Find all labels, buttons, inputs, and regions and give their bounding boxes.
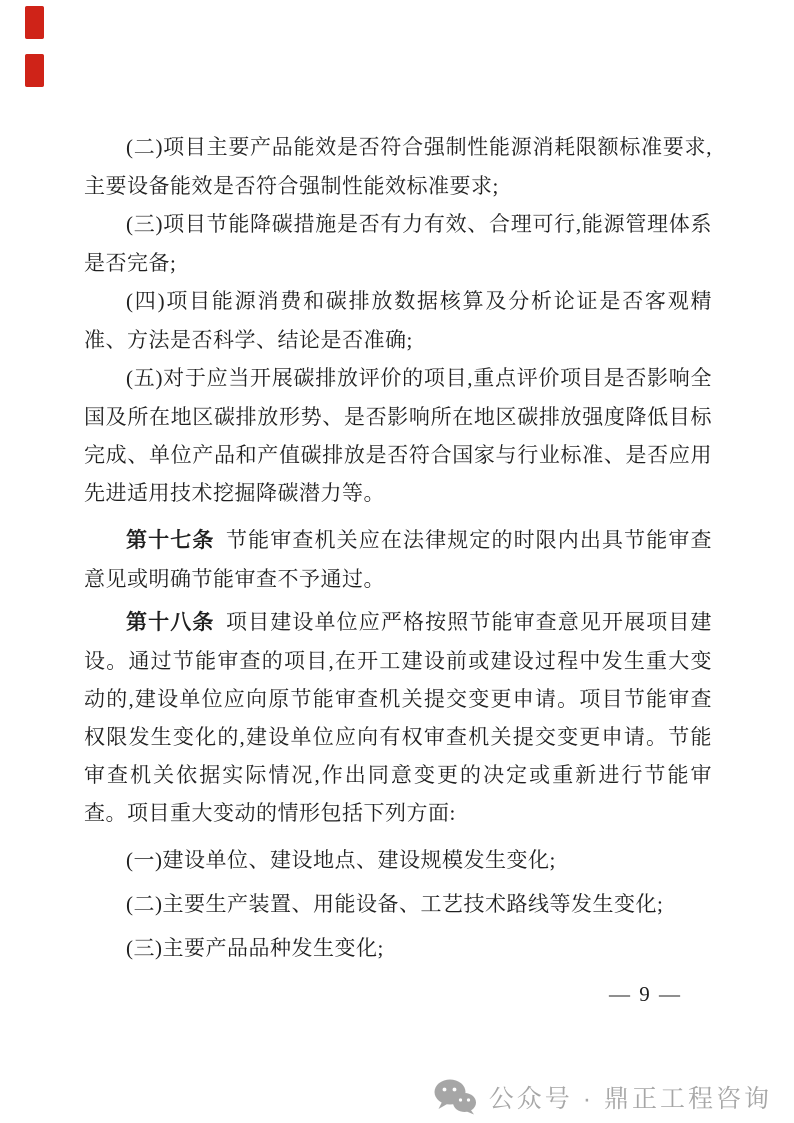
doc-paragraph-item-2b [84,885,712,924]
paragraph-text: (二)项目主要产品能效是否符合强制性能源消耗限额标准要求,主要设备能效是否符合强制性能效标准要求; [84,135,712,198]
article-number-bold: 第十八条 [126,611,215,634]
paragraph-text: 项目建设单位应严格按照节能审查意见开展项目建设。通过节能审查的项目,在开工建设前或建设过程中发生重大变动的,建设单位应向原节能审查机关提交变更申请。项目节能审查权限发生变化的,建设单位应向有权审查机关提交变更申请。节能审查机关依据实际情况,作出同意变更的决定或重新进行节能审查。项目重大变动的情形包括下列方面: [84,610,713,825]
paragraph-text: (三)项目节能降碳措施是否有力有效、合理可行,能源管理体系是否完备; [84,212,712,275]
doc-paragraph-article-18 [84,603,712,832]
doc-paragraph-item-3b [84,929,712,968]
watermark-text: 公众号 · 鼎正工程咨询 [488,1084,772,1113]
paragraph-text: (三)主要产品品种发生变化; [126,936,384,960]
wechat-icon [433,1078,477,1115]
doc-paragraph-item-1 [84,841,712,880]
paragraph-text: (二)主要生产装置、用能设备、工艺技术路线等发生变化; [126,892,664,916]
article-number-bold: 第十七条 [126,529,215,552]
paragraph-text: (一)建设单位、建设地点、建设规模发生变化; [126,848,556,872]
doc-paragraph-article-17 [84,521,712,598]
document-body [84,128,712,1007]
doc-paragraph-item-5 [84,359,712,512]
red-stamp-mark-bottom [25,54,44,87]
watermark-footer [433,1078,772,1115]
page-number: — 9 — [609,982,682,1006]
paragraph-text: 节能审查机关应在法律规定的时限内出具节能审查意见或明确节能审查不予通过。 [84,528,713,591]
doc-paragraph-item-3 [84,205,712,282]
paragraph-text: (四)项目能源消费和碳排放数据核算及分析论证是否客观精准、方法是否科学、结论是否准确; [84,289,712,352]
doc-paragraph-item-4 [84,282,712,359]
doc-paragraph-item-2 [84,128,712,205]
red-stamp-mark-top [25,6,44,39]
paragraph-text: (五)对于应当开展碳排放评价的项目,重点评价项目是否影响全国及所在地区碳排放形势、是否影响所在地区碳排放强度降低目标完成、单位产品和产值碳排放是否符合国家与行业标准、是否应用先进适用技术挖掘降碳潜力等。 [84,366,712,505]
